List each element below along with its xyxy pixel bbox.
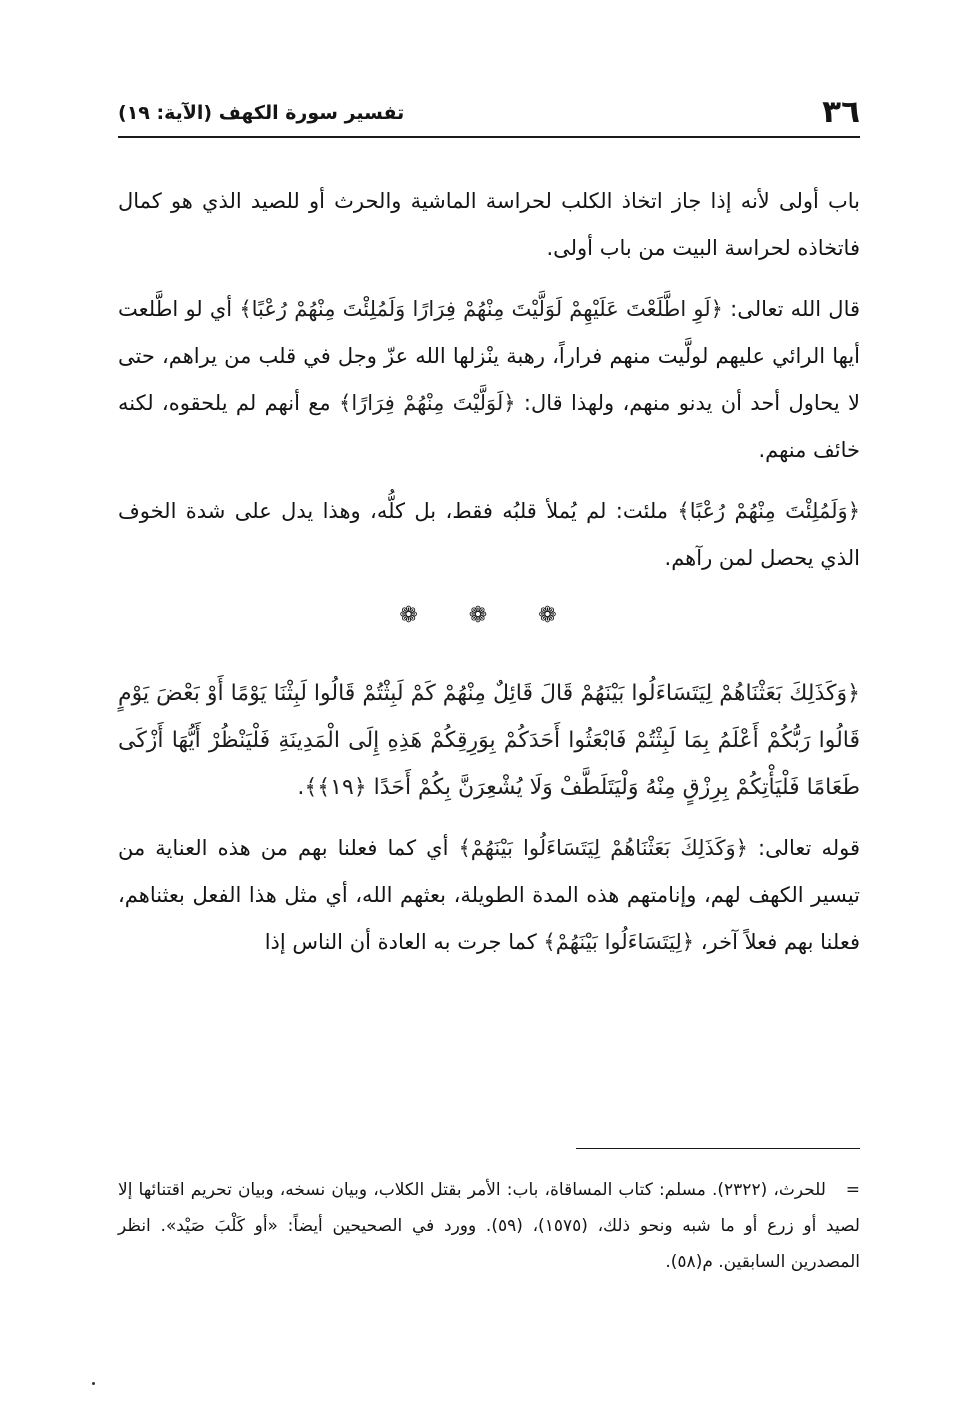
- paragraph-text: ملئت: لم يُملأ قلبُه فقط، بل كلُّه، وهذا يدل على شدة الخوف الذي يحصل لمن رآهم.: [118, 499, 860, 570]
- quran-quote: ﴿لَوِ اطَّلَعْتَ عَلَيْهِمْ لَوَلَّيْتَ مِنْهُمْ فِرَارًا وَلَمُلِئْتَ مِنْهُمْ رُعْبًا﴾: [239, 297, 723, 321]
- footnote-marker: =: [845, 1180, 860, 1200]
- paragraph-text: أي كما فعلنا بهم من هذه العناية من تيسير الكهف لهم، وإنامتهم هذه المدة الطويلة، بعثهم الله، أي مثل هذا الفعل بعثناهم، فعلنا بهم فعلاً آخر،: [118, 836, 860, 954]
- page-mark-dot: [92, 1382, 95, 1385]
- paragraph-text: باب أولى لأنه إذا جاز اتخاذ الكلب لحراسة الماشية والحرث أو للصيد الذي هو كمال فاتخاذه لحراسة البيت من باب أولى.: [118, 189, 860, 260]
- page-header: [118, 92, 860, 138]
- quran-quote: ﴿لَوَلَّيْتَ مِنْهُمْ فِرَارًا﴾: [339, 391, 516, 415]
- paragraph-lead: قال الله تعالى:: [722, 297, 861, 321]
- quran-quote: ﴿وَلَمُلِئْتَ مِنْهُمْ رُعْبًا﴾: [677, 499, 860, 523]
- paragraph-text: أي لو اطَّلعت أيها الرائي عليهم لولَّيت منهم فراراً، رهبة ينْزلها الله عزّ وجل في قلب من يراهم، حتى لا يحاول أحد أن يدنو منهم، ولهذا قال:: [118, 297, 860, 415]
- paragraph-text: كما جرت به العادة أن الناس إذا: [264, 930, 544, 954]
- running-title: تفسير سورة الكهف (الآية: ١٩): [118, 102, 405, 124]
- paragraph-2: [118, 286, 860, 474]
- main-verse: ﴿وَكَذَلِكَ بَعَثْنَاهُمْ لِيَتَسَاءَلُوا بَيْنَهُمْ قَالَ قَائِلٌ مِنْهُمْ كَمْ لَبِثْتُمْ قَالُوا لَبِثْنَا يَوْمًا أَوْ بَعْضَ يَوْمٍ قَالُوا رَبُّكُمْ أَعْلَمُ بِمَا لَبِثْتُمْ فَابْعَثُوا أَحَدَكُمْ بِوَرِقِكُمْ هَذِهِ إِلَى الْمَدِينَةِ فَلْيَنْظُرْ أَيُّهَا أَزْكَى طَعَامًا فَلْيَأْتِكُمْ بِرِزْقٍ مِنْهُ وَلْيَتَلَطَّفْ وَلَا يُشْعِرَنَّ بِكُمْ أَحَدًا ﴿١٩﴾﴾.: [118, 681, 860, 800]
- paragraph-lead: قوله تعالى:: [747, 836, 860, 860]
- commentary-paragraph: [118, 825, 860, 966]
- page-number: ٣٦: [822, 94, 860, 130]
- footnote-divider: [576, 1148, 860, 1149]
- paragraph-text: مع أنهم لم يلحقوه، لكنه خائف منهم.: [118, 391, 860, 462]
- paragraph-1: [118, 178, 860, 272]
- footnote-text: للحرث، (٢٣٢٢). مسلم: كتاب المساقاة، باب: الأمر بقتل الكلاب، وبيان نسخه، وبيان تحريم اقتنائها إلا لصيد أو زرع أو ما شبه ونحو ذلك، (١٥٧٥)، (٥٩). وورد في الصحيحين أيضاً: «أو كَلْبَ صَيْد». انظر المصدرين السابقين. م(٥٨).: [118, 1180, 860, 1272]
- section-separator: ❁ ❁ ❁: [399, 603, 579, 628]
- paragraph-3: [118, 488, 860, 582]
- footnote: [118, 1172, 860, 1280]
- quran-quote: ﴿وَكَذَلِكَ بَعَثْنَاهُمْ لِيَتَسَاءَلُوا بَيْنَهُمْ﴾: [458, 836, 748, 860]
- quran-quote: ﴿لِيَتَسَاءَلُوا بَيْنَهُمْ﴾: [543, 930, 695, 954]
- body-text: [118, 178, 860, 980]
